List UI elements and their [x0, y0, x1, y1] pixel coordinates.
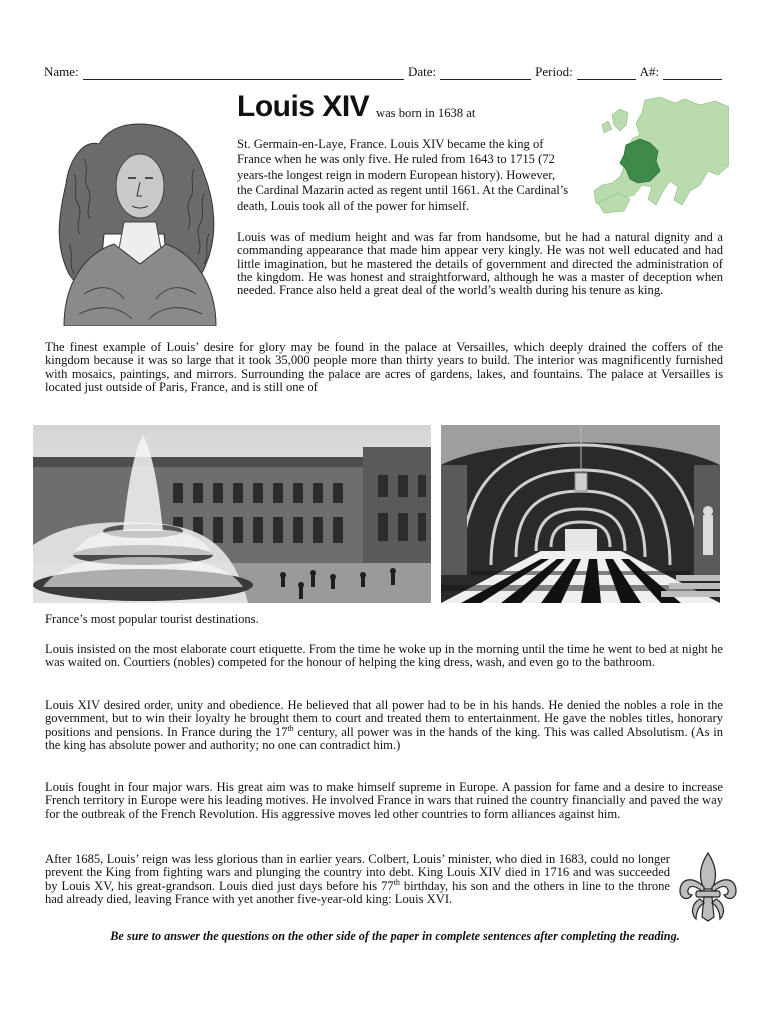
- paragraph-appearance: Louis was of medium height and was far from handsome, but he had a natural dignity and a commanding appearance that made him appear very kingly. He was not well educated and had little imagination, but he mastered the details of government and directed the administration of the kingdom. He was honest and straightforward, although he was a master of deception when needed. France also held a great deal of the world’s wealth during his tenure as king.: [237, 230, 723, 298]
- europe-map: [590, 95, 729, 222]
- superscript-th: th: [287, 723, 294, 733]
- a-number-field[interactable]: [663, 67, 722, 80]
- paragraph-etiquette: Louis insisted on the most elaborate court etiquette. From the time he woke up in the morning until the time he went to bed at night he was waited on. Courtiers (nobles) competed for the honour of helping the king dress, wash, and even go to the bathroom.: [45, 642, 723, 670]
- paragraph-wars: Louis fought in four major wars. His great aim was to make himself supreme in Europe. A passion for fame and a desire to increase French territory in Europe were his leading motives. He involved France in wars that ruined the country financially and paved the way for the outbreak of the French Revolution. His aggressive moves led other countries to form alliances against him.: [45, 780, 723, 821]
- footer-instruction: Be sure to answer the questions on the other side of the paper in complete sentences after completing the reading.: [110, 929, 680, 943]
- superscript-th: th: [393, 877, 400, 887]
- paragraph-later-reign-part-a: After 1685, Louis’ reign was less glorious than in earlier years. Colbert, Louis’ minister, who died in 1683, could no longer prevent the King from fighting wars and plunging the country into debt. King Louis XIV died in 1716 and was succeeded by Louis XV, his great-grandson. Louis died just days before his 77: [45, 852, 670, 893]
- a-number-label: A#:: [639, 64, 660, 79]
- paragraph-versailles: The finest example of Louis’ desire for glory may be found in the palace at Versailles, which deeply drained the coffers of the kingdom because it was so large that it took 35,000 people more than thirty years to build. The interior was magnificently furnished with mosaics, paintings, and mirrors. Surrounding the palace are acres of gardens, lakes, and fountains. The palace at Versailles is located just outside of Paris, France, and is still one of: [45, 340, 723, 394]
- paragraph-absolutism-part-b: century, all power was in the hands of the king. This was called Absolutism. (As in the king has absolute power and authority; no one can contradict him.): [45, 724, 723, 752]
- versailles-hall-photo: [441, 425, 720, 603]
- student-info-line: [44, 62, 722, 80]
- intro-paragraph: St. Germain-en-Laye, France. Louis XIV became the king of France when he was only five. He ruled from 1643 to 1715 (72 years-the longest reign in modern European history). However, the Cardinal Mazarin acted as regent until 1661. At the Cardinal’s death, Louis took all of the power for himself.: [237, 136, 569, 213]
- paragraph-later-reign-part-b: birthday, his son and the others in line to the throne had already died, leaving France with yet another five-year-old king: Louis XVI.: [45, 878, 670, 906]
- date-label: Date:: [407, 64, 437, 79]
- intro-first-line: was born in 1638 at: [376, 106, 476, 120]
- period-field[interactable]: [577, 67, 636, 80]
- paragraph-absolutism-part-a: Louis XIV desired order, unity and obedience. He believed that all power had to be in his hands. He denied the nobles a role in the government, but to win their loyalty he brought them to court and treated them to entertainment. He gave the nobles titles, honorary positions and pensions. In France during the 17: [45, 698, 723, 739]
- paragraph-absolutism: [45, 699, 723, 752]
- fleur-de-lis-icon: [676, 851, 740, 923]
- louis-xiv-portrait: [44, 114, 229, 326]
- versailles-exterior-photo: [33, 425, 431, 603]
- paragraph-later-reign: [45, 853, 670, 906]
- page-title: Louis XIV: [237, 90, 370, 123]
- date-field[interactable]: [440, 67, 531, 80]
- period-label: Period:: [535, 64, 573, 79]
- name-label: Name:: [44, 64, 79, 79]
- name-field[interactable]: [83, 67, 404, 80]
- photo-caption-continuation: France’s most popular tourist destinations.: [45, 612, 259, 626]
